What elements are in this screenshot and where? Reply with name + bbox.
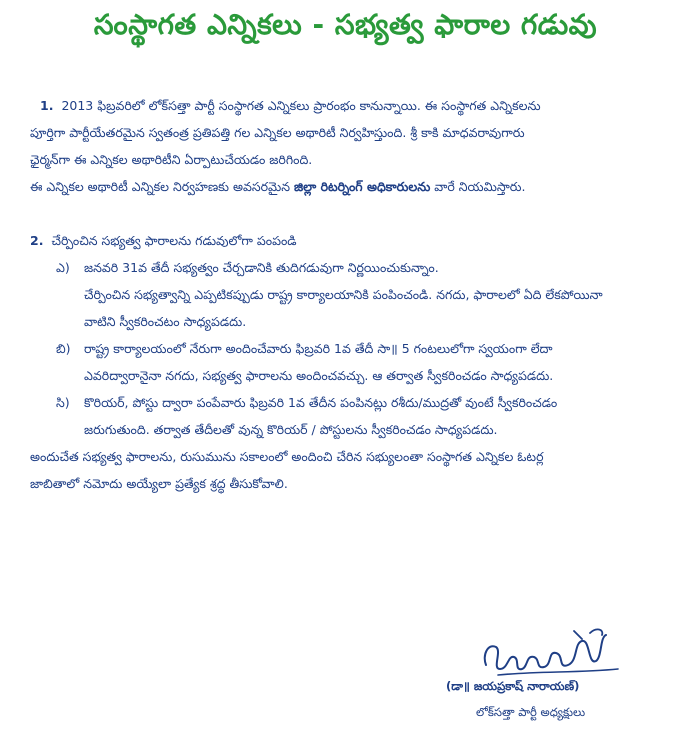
item-a-line-1: జనవరి 31వ తేదీ సభ్యత్వం చేర్చడానికి తుదిగడువుగా నిర్ణయించుకున్నాం. (84, 260, 439, 275)
section-1-line-3: ఛైర్మన్‌గా ఈ ఎన్నికల అథారిటీని ఏర్పాటుచేయడం జరిగింది. (30, 152, 313, 167)
item-a-label: ఎ) (56, 260, 70, 275)
section-1-line-4-bold: జిల్లా రిటర్నింగ్ అధికారులను (294, 179, 431, 194)
item-b-line-1: రాష్ట్ర కార్యాలయంలో నేరుగా అందించేవారు ఫిబ్రవరి 1వ తేదీ సా॥ 5 గంటలులోగా స్వయంగా లేదా (84, 341, 553, 356)
handwritten-signature (478, 625, 628, 681)
signatory-name: (డా॥ జయప్రకాష్ నారాయణ్) (446, 679, 580, 693)
item-c-line-2: జరుగుతుంది. తర్వాత తేదీలతో వున్న కొరియర్ / పోస్టులను స్వీకరించడం సాధ్యపడదు. (84, 422, 498, 437)
item-b-line-2: ఎవరిద్వారానైనా నగదు, సభ్యత్వ ఫారాలను అందించవచ్చు. ఆ తర్వాత స్వీకరించడం సాధ్యపడదు. (84, 368, 554, 383)
closing-line-2: జాబితాలో నమోదు అయ్యేలా ప్రత్యేక శ్రద్ధ తీసుకోవాలి. (30, 476, 288, 491)
item-a (30, 254, 670, 281)
section-1-line-4-post: వారే నియమిస్తారు. (430, 179, 526, 194)
item-a-continuation-1: చేర్పించిన సభ్యత్వాన్ని ఎప్పటికప్పుడు రాష్ట్ర కార్యాలయానికి పంపించండి. నగదు, ఫారాలలో ఏది లేకపోయినా (84, 287, 603, 302)
page-title: సంస్థాగత ఎన్నికలు - సభ్యత్వ ఫారాల గడువు (93, 8, 598, 41)
section-1-number: 1. (40, 98, 54, 113)
signature-block (440, 625, 670, 735)
section-2-heading (30, 227, 670, 254)
item-c (30, 389, 670, 443)
section-1-text-1: 2013 ఫిబ్రవరిలో లోక్‌సత్తా పార్టీ సంస్థాగత ఎన్నికలు ప్రారంభం కానున్నాయి. ఈ సంస్థాగత ఎన్నికలను (61, 98, 541, 113)
section-1-line-4-pre: ఈ ఎన్నికల అథారిటీ ఎన్నికల నిర్వహణకు అవసరమైన (30, 179, 295, 194)
closing-line-1: అందుచేత సభ్యత్వ ఫారాలను, రుసుమును సకాలంలో అందించి చేరిన సభ్యులంతా సంస్థాగత ఎన్నికల ఓటర్ల (30, 449, 544, 464)
section-1-line-2: పూర్తిగా పార్టీయేతరమైన స్వతంత్ర ప్రతిపత్తి గల ఎన్నికల అథారిటీ నిర్వహిస్తుంది. శ్రీ కాకి మాధవరావుగారు (30, 125, 525, 140)
section-1-line-1 (30, 92, 670, 119)
item-c-line-1: కొరియర్, పోస్టు ద్వారా పంపేవారు ఫిబ్రవరి 1వ తేదీన పంపినట్లు రశీదు/ముద్రతో వుంటే స్వీకరించడం (84, 395, 558, 410)
item-b-label: బి) (56, 341, 71, 356)
item-b (30, 335, 670, 389)
signatory-role: లోక్‌సత్తా పార్టీ అధ్యక్షులు (476, 705, 586, 719)
section-1-line-4 (30, 173, 670, 200)
section-2-number: 2. (30, 233, 44, 248)
item-c-label: సి) (56, 395, 70, 410)
document-body (30, 92, 670, 497)
section-2-heading-text: చేర్పించిన సభ్యత్వ ఫారాలను గడువులోగా పంపండి (51, 233, 297, 248)
item-a-continuation-2: వాటిని స్వీకరించటం సాధ్యపడదు. (84, 314, 247, 329)
